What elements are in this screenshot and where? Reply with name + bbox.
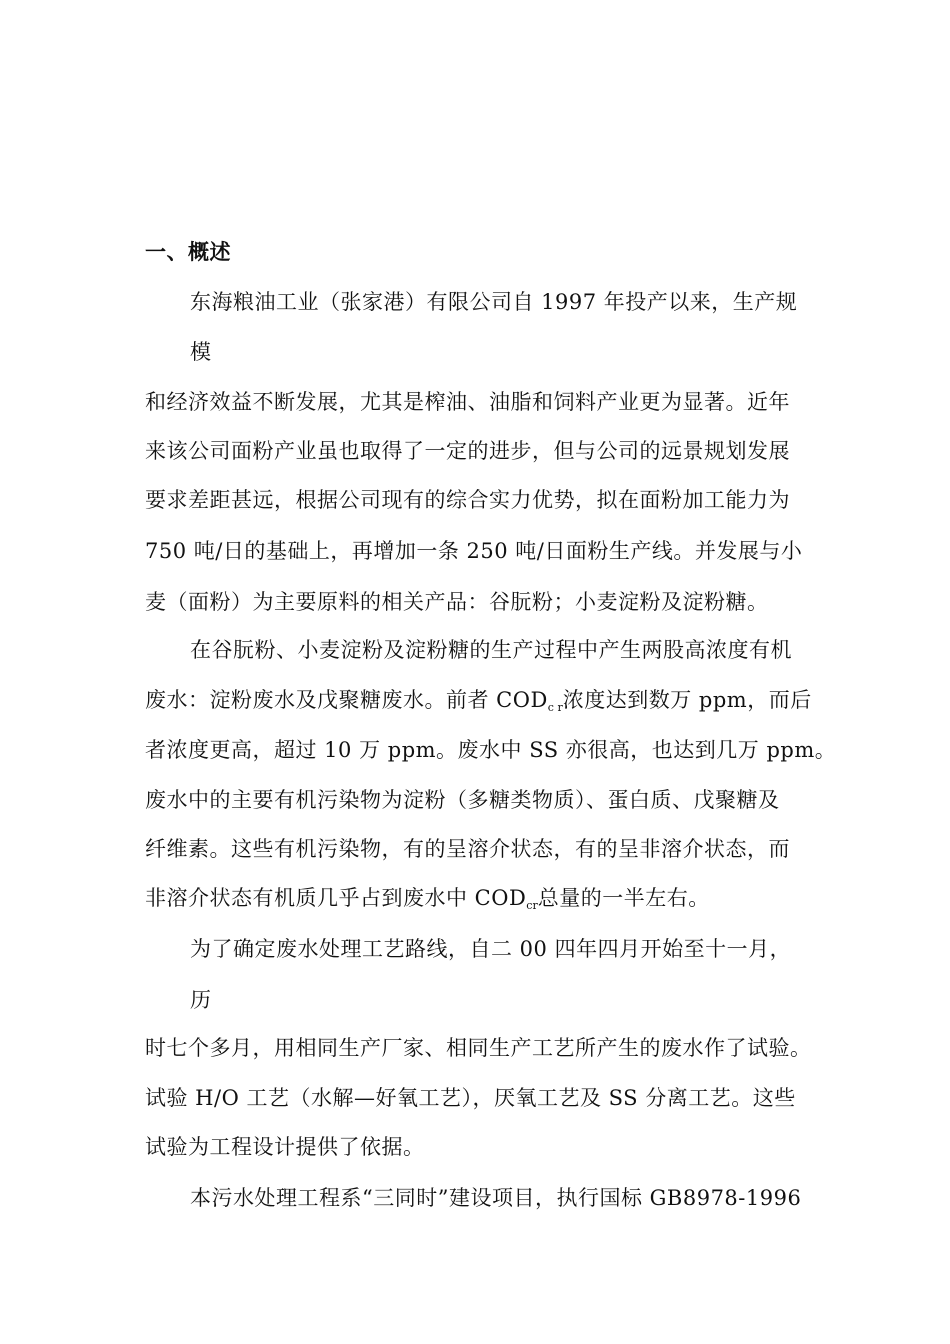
paragraph-2-line-1: 在谷朊粉、小麦淀粉及淀粉糖的生产过程中产生两股高浓度有机 [190, 638, 792, 662]
paragraph-1-line-4: 来该公司面粉产业虽也取得了一定的进步，但与公司的远景规划发展 [145, 439, 790, 463]
paragraph-3-line-2: 历 [190, 988, 212, 1012]
paragraph-3-line-4: 试验 H/O 工艺（水解—好氧工艺），厌氧工艺及 SS 分离工艺。这些 [145, 1086, 796, 1110]
paragraph-2-line-6-text-a: 非溶介状态有机质几乎占到废水中 COD [145, 886, 527, 910]
paragraph-1-line-3: 和经济效益不断发展，尤其是榨油、油脂和饲料产业更为显著。近年 [145, 390, 790, 414]
paragraph-2-line-2 [145, 686, 812, 722]
paragraph-1-line-2: 模 [190, 340, 212, 364]
paragraph-2-line-6 [145, 884, 710, 920]
paragraph-3-line-1: 为了确定废水处理工艺路线，自二 00 四年四月开始至十一月， [190, 937, 792, 961]
paragraph-1-line-6: 750 吨/日的基础上，再增加一条 250 吨/日面粉生产线。并发展与小 [145, 539, 803, 563]
paragraph-1-line-5: 要求差距甚远，根据公司现有的综合实力优势，拟在面粉加工能力为 [145, 488, 790, 512]
paragraph-2-line-3: 者浓度更高，超过 10 万 ppm。废水中 SS 亦很高，也达到几万 ppm。 [145, 738, 837, 762]
paragraph-3-line-5: 试验为工程设计提供了依据。 [145, 1135, 425, 1159]
paragraph-1-line-7: 麦（面粉）为主要原料的相关产品：谷朊粉；小麦淀粉及淀粉糖。 [145, 590, 769, 614]
paragraph-2-line-4: 废水中的主要有机污染物为淀粉（多糖类物质）、蛋白质、戊聚糖及 [145, 788, 780, 812]
paragraph-2-line-6-text-b: 总量的一半左右。 [537, 886, 710, 910]
paragraph-2-line-5: 纤维素。这些有机污染物，有的呈溶介状态，有的呈非溶介状态，而 [145, 837, 790, 861]
cod-subscript: cr [526, 899, 538, 912]
paragraph-1-line-1: 东海粮油工业（张家港）有限公司自 1997 年投产以来，生产规 [190, 290, 798, 314]
paragraph-2-line-2-text-b: 浓度达到数万 ppm，而后 [562, 688, 812, 712]
paragraph-3-line-3: 时七个多月，用相同生产厂家、相同生产工艺所产生的废水作了试验。 [145, 1036, 812, 1060]
section-heading: 一、概述 [145, 240, 231, 264]
paragraph-2-line-2-text-a: 废水：淀粉废水及戊聚糖废水。前者 COD [145, 688, 548, 712]
paragraph-4-line-1: 本污水处理工程系“三同时”建设项目，执行国标 GB8978-1996 [190, 1186, 802, 1210]
cod-subscript: c r [547, 701, 563, 714]
